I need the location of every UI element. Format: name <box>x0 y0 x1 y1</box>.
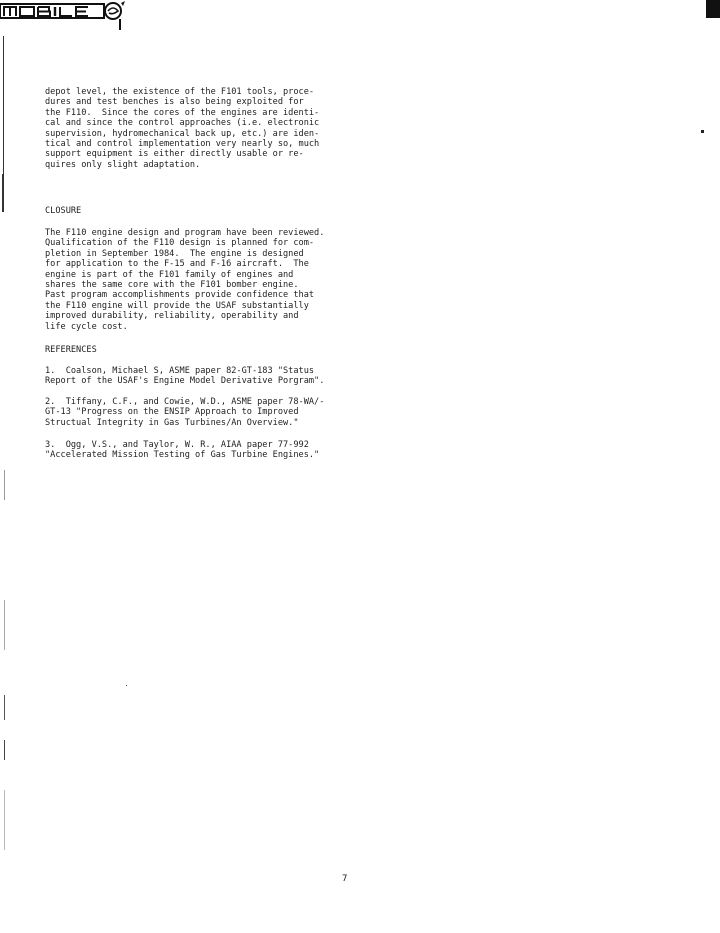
corner-registration-mark <box>706 0 720 18</box>
text-line: the F110. Since the cores of the engines are identi- <box>45 107 320 118</box>
depot-paragraph <box>45 87 345 170</box>
margin-scan-line <box>4 470 5 500</box>
reference-item-3 <box>45 440 345 461</box>
text-line: cal and since the control approaches (i.e. electronic <box>45 118 320 129</box>
text-line: Past program accomplishments provide confidence that <box>45 290 315 301</box>
margin-scan-line <box>3 36 4 186</box>
text-line: improved durability, reliability, operability and <box>45 311 299 322</box>
references-heading: REFERENCES <box>45 345 97 355</box>
text-line: life cycle cost. <box>45 321 128 332</box>
scan-speck <box>126 685 127 686</box>
text-line: tical and control implementation very nearly so, much <box>45 139 320 150</box>
text-line: GT-13 "Progress on the ENSIP Approach to Improved <box>45 407 299 418</box>
margin-scan-line <box>4 600 5 650</box>
margin-scan-line <box>2 174 4 212</box>
text-line: pletion in September 1984. The engine is designed <box>45 248 304 259</box>
text-line: the F110 engine will provide the USAF substantially <box>45 300 309 311</box>
mobile-logo <box>0 0 130 32</box>
closure-heading: CLOSURE <box>45 206 82 216</box>
text-line: "Accelerated Mission Testing of Gas Turbine Engines." <box>45 450 320 461</box>
text-line: 3. Ogg, V.S., and Taylor, W. R., AIAA paper 77-992 <box>45 440 309 450</box>
text-line: for application to the F-15 and F-16 aircraft. The <box>45 259 309 270</box>
text-line: Report of the USAF's Engine Model Derivative Porgram". <box>45 376 325 387</box>
reference-item-1 <box>45 366 345 387</box>
text-line: support equipment is either directly usable or re- <box>45 149 304 160</box>
text-line: 1. Coalson, Michael S, ASME paper 82-GT-183 "Status <box>45 366 315 376</box>
text-line: engine is part of the F101 family of engines and <box>45 269 294 280</box>
margin-scan-line <box>4 695 5 720</box>
text-line: Qualification of the F110 design is planned for com- <box>45 238 315 249</box>
text-line: The F110 engine design and program have been reviewed. <box>45 228 325 238</box>
text-line: 2. Tiffany, C.F., and Cowie, W.D., ASME paper 78-WA/- <box>45 397 325 407</box>
text-line: dures and test benches is also being exploited for <box>45 97 304 108</box>
reference-item-2 <box>45 397 345 428</box>
text-line: supervision, hydromechanical back up, etc.) are iden- <box>45 128 320 139</box>
margin-scan-line <box>4 790 5 850</box>
margin-scan-line <box>4 740 5 760</box>
text-line: Structual Integrity in Gas Turbines/An Overview." <box>45 417 299 428</box>
closure-paragraph <box>45 228 345 332</box>
scan-dot <box>701 130 704 133</box>
text-line: shares the same core with the F101 bomber engine. <box>45 280 299 291</box>
page-number: 7 <box>342 874 348 884</box>
text-line: quires only slight adaptation. <box>45 159 201 170</box>
text-line: depot level, the existence of the F101 tools, proce- <box>45 87 315 97</box>
